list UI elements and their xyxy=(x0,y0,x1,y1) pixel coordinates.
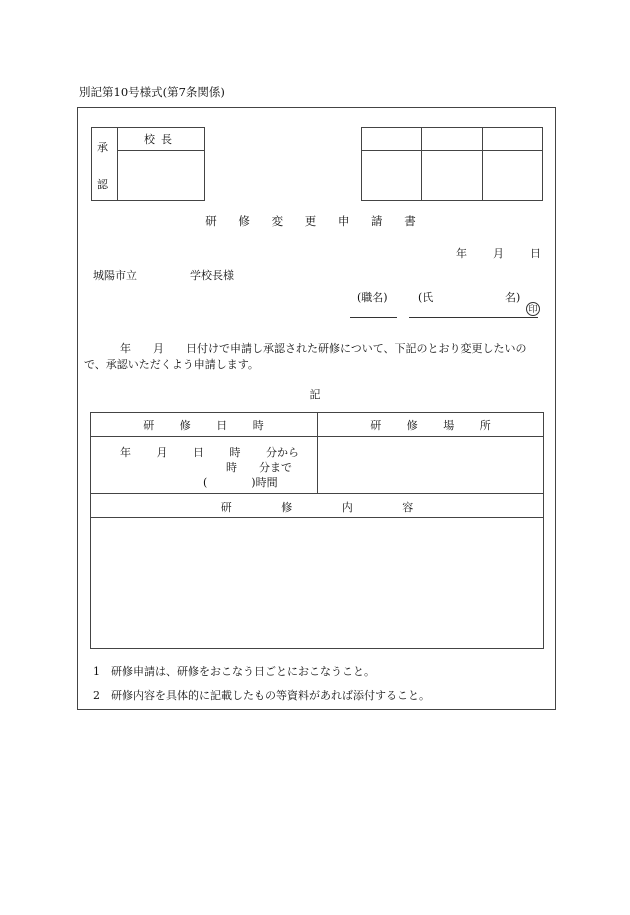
addressee-school: 学校長様 xyxy=(190,269,234,282)
body-line-1: 年 月 日付けで申請し承認された研修について、下記のとおり変更したいの xyxy=(120,342,527,355)
table-line xyxy=(91,517,543,518)
table-line xyxy=(91,493,543,494)
stamp-grid xyxy=(361,127,543,201)
header-place: 研 修 場 所 xyxy=(370,419,491,432)
position-label: (職名) xyxy=(357,291,388,304)
note-1: 1 研修申請は、研修をおこなう日ごとにおこなうこと。 xyxy=(93,665,375,678)
body-line-2: で、承認いただくよう申請します。 xyxy=(84,358,259,371)
approval-char-2: 認 xyxy=(97,178,108,191)
form-label: 別記第10号様式(第7条関係) xyxy=(79,85,225,99)
date-line-2: 時 分まで xyxy=(226,461,292,474)
date-day: 日 xyxy=(530,247,541,260)
stamp-divider xyxy=(421,128,422,200)
header-content: 研 修 内 容 xyxy=(220,501,414,514)
stamp-header-line xyxy=(362,150,542,151)
approval-char-1: 承 xyxy=(97,141,108,154)
name-underline xyxy=(409,317,538,318)
ki-heading: 記 xyxy=(309,388,321,401)
date-line-3: ( )時間 xyxy=(203,476,278,489)
document-title: 研 修 変 更 申 請 書 xyxy=(205,214,425,228)
position-underline xyxy=(350,317,397,318)
name-label-open: (氏 xyxy=(418,291,434,304)
date-month: 月 xyxy=(493,247,504,260)
header-datetime: 研 修 日 時 xyxy=(143,419,264,432)
addressee-city: 城陽市立 xyxy=(93,269,137,282)
note-2: 2 研修内容を具体的に記載したもの等資料があれば添付すること。 xyxy=(93,689,430,702)
approval-header-line xyxy=(117,150,204,151)
name-label-close: 名) xyxy=(505,291,521,304)
date-line-1: 年 月 日 時 分から xyxy=(120,446,299,459)
seal-mark: 印 xyxy=(526,302,540,316)
stamp-divider xyxy=(482,128,483,200)
principal-label: 校長 xyxy=(144,133,178,146)
date-year: 年 xyxy=(456,247,467,260)
approval-divider xyxy=(117,128,118,200)
